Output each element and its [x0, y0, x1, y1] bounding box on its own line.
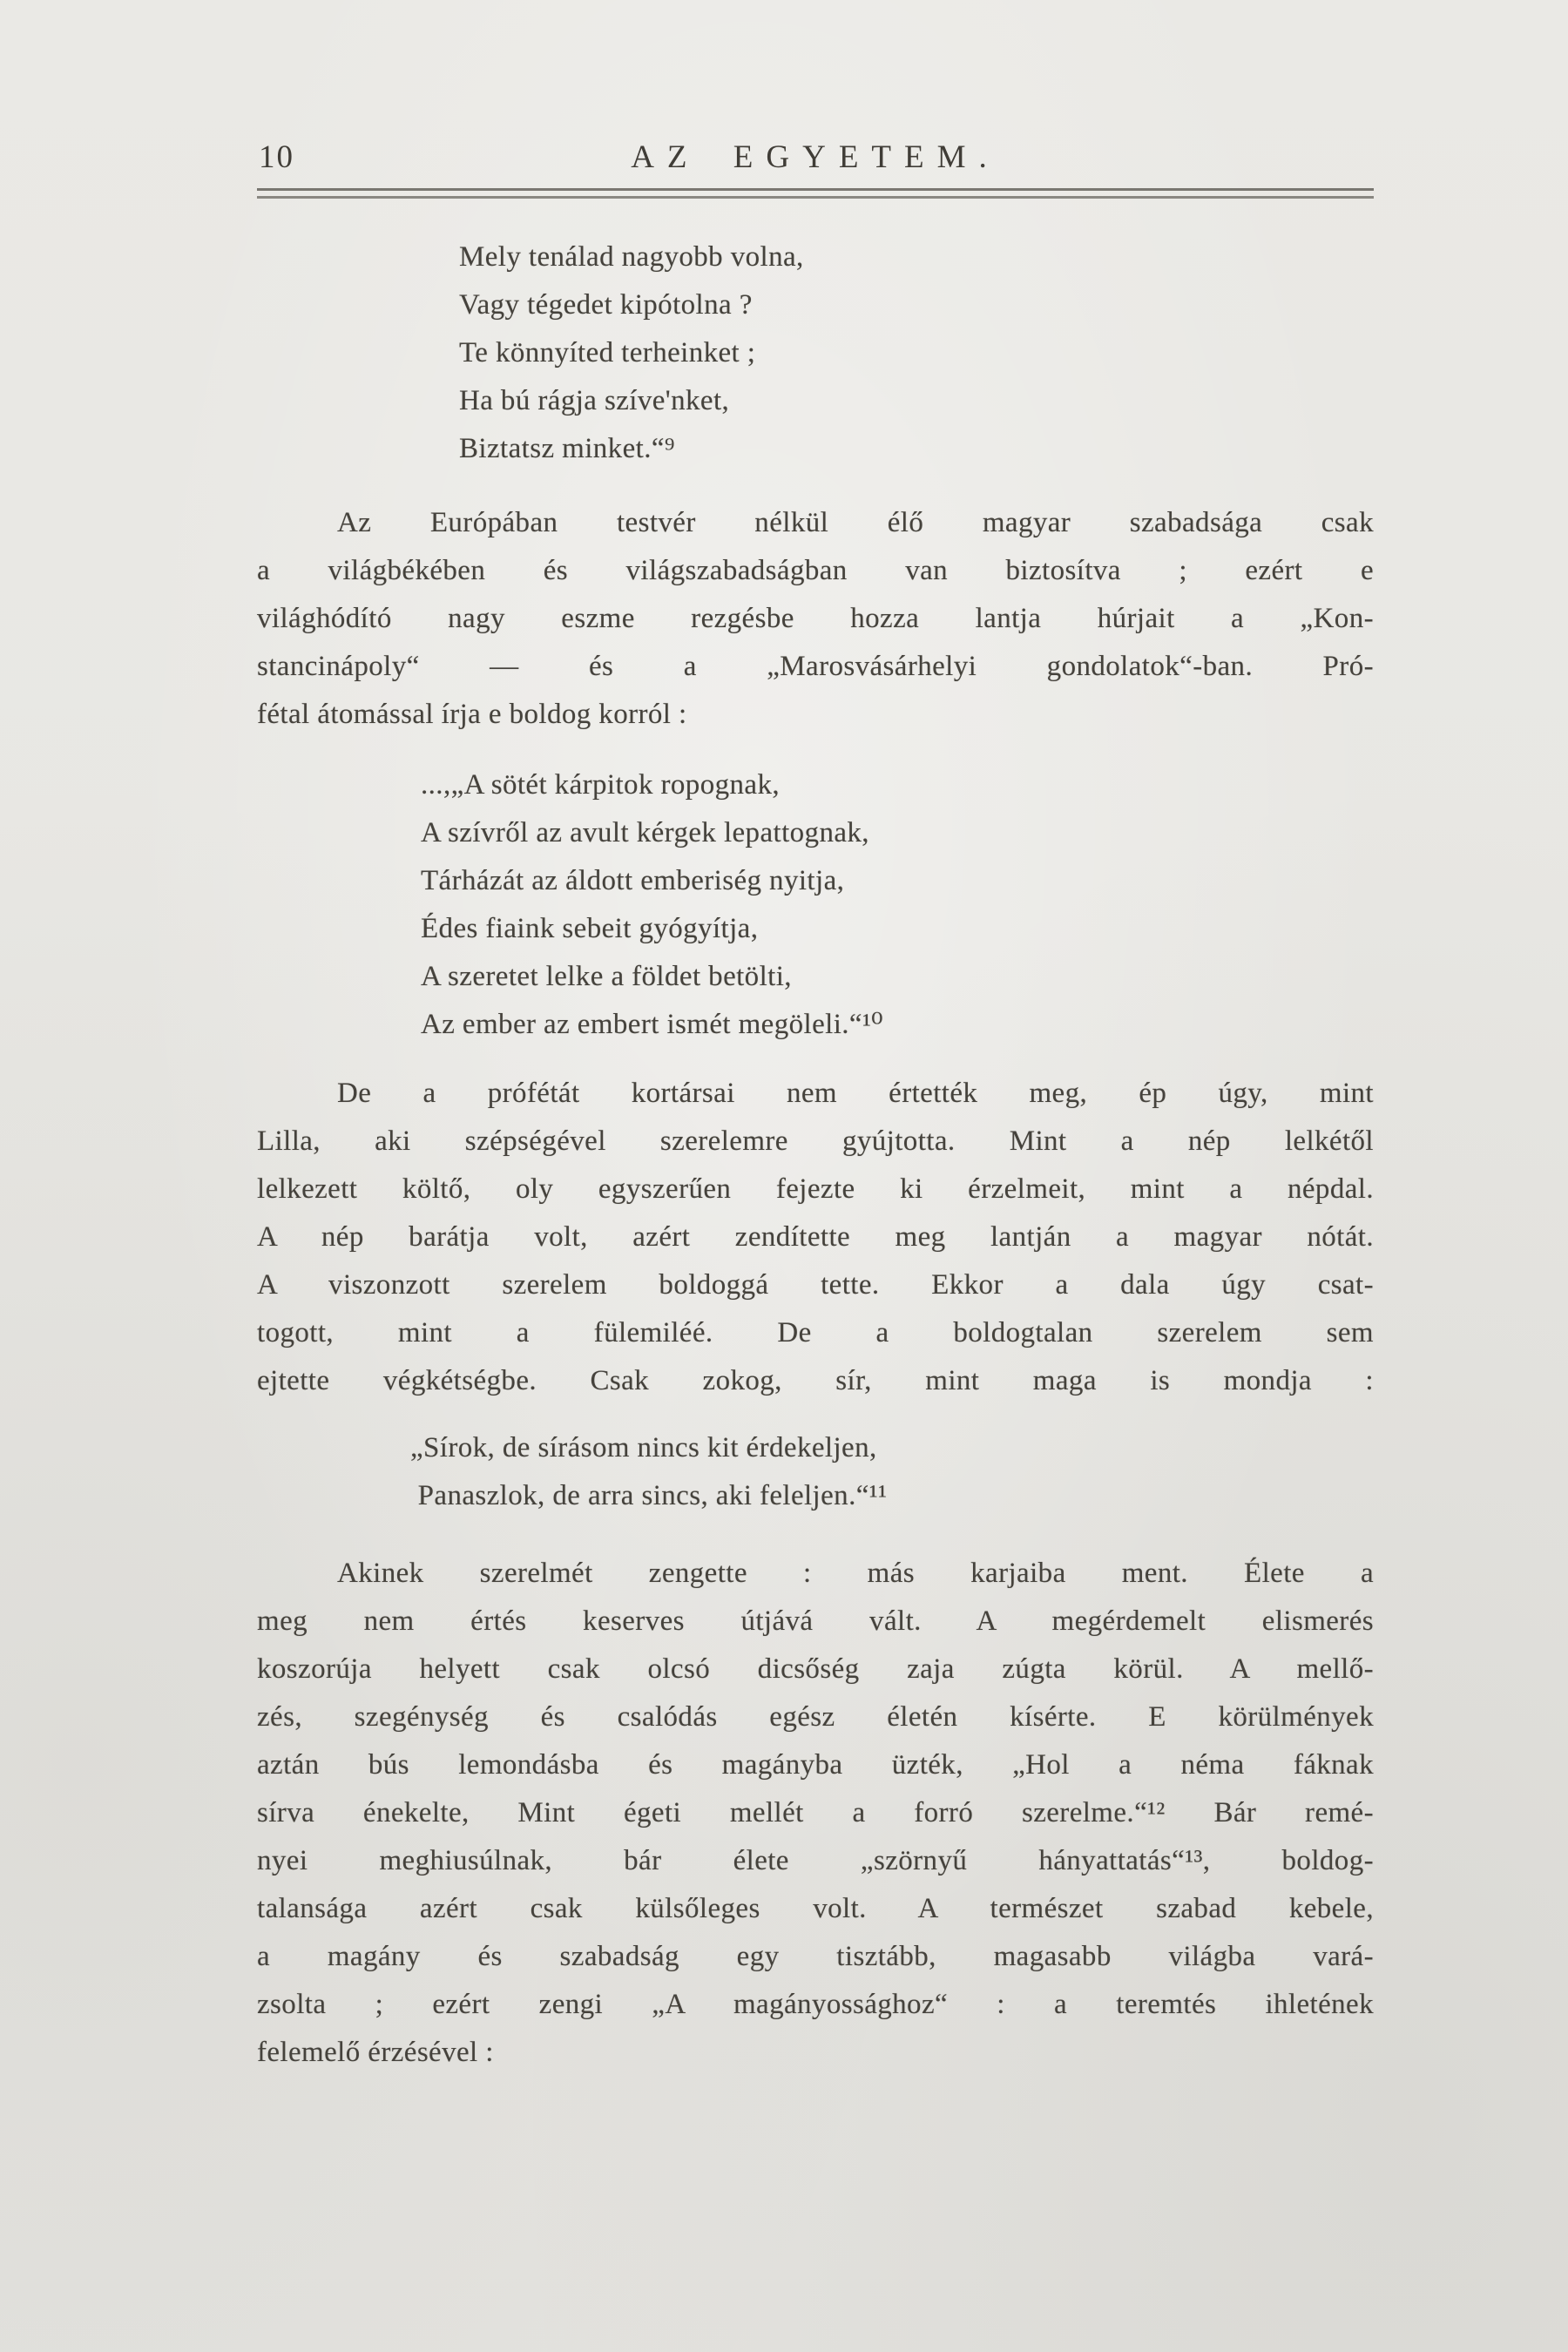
- text-line: Te könnyíted terheinket ;: [459, 337, 756, 368]
- verse-block: [459, 233, 1374, 473]
- text-line: meg nem értés keserves útjává vált. A megérdemelt elismerés: [257, 1605, 1374, 1637]
- text-line: Édes fiaink sebeit gyógyítja,: [421, 913, 759, 944]
- text-line: Biztatsz minket.“⁹: [459, 433, 675, 464]
- text-line: Akinek szerelmét zengette : más karjaiba ment. Élete a: [337, 1558, 1374, 1589]
- text-line: ...,„A sötét kárpitok ropognak,: [421, 769, 780, 801]
- text-line: A szeretet lelke a földet betölti,: [421, 961, 792, 992]
- header-double-rule: [257, 188, 1374, 199]
- text-line: koszorúja helyett csak olcsó dicsőség zaja zúgta körül. A mellő-: [257, 1653, 1374, 1685]
- text-line: Az Európában testvér nélkül élő magyar szabadsága csak: [337, 507, 1374, 538]
- text-line: zsolta ; ezért zengi „A magányossághoz“ : a teremtés ihletének: [257, 1989, 1374, 2020]
- text-line: ejtette végkétségbe. Csak zokog, sír, mint maga is mondja :: [257, 1365, 1374, 1396]
- text-line: A nép barátja volt, azért zendítette meg lantján a magyar nótát.: [257, 1221, 1374, 1253]
- text-line: a világbékében és világszabadságban van biztosítva ; ezért e: [257, 555, 1374, 586]
- text-line: fétal átomással írja e boldog korról :: [257, 699, 687, 730]
- page-number: 10: [259, 139, 294, 175]
- paragraph-block: [257, 1070, 1374, 1405]
- text-line: stancinápoly“ — és a „Marosvásárhelyi gondolatok“-ban. Pró-: [257, 651, 1374, 682]
- page-body: [257, 233, 1374, 2077]
- paragraph-block: [257, 1550, 1374, 2077]
- text-line: lelkezett költő, oly egyszerűen fejezte ki érzelmeit, mint a népdal.: [257, 1173, 1374, 1205]
- text-line: Tárházát az áldott emberiség nyitja,: [421, 865, 845, 896]
- running-title: AZ EGYETEM.: [631, 139, 1000, 175]
- text-line: felemelő érzésével :: [257, 2037, 494, 2068]
- paragraph-block: [257, 499, 1374, 739]
- text-line: De a prófétát kortársai nem értették meg, ép úgy, mint: [337, 1078, 1374, 1109]
- page-header: [257, 132, 1374, 178]
- text-line: világhódító nagy eszme rezgésbe hozza lantja húrjait a „Kon-: [257, 603, 1374, 634]
- text-line: Ha bú rágja szíve'nket,: [459, 385, 730, 416]
- verse-block: [410, 1424, 1374, 1520]
- text-line: Panaszlok, de arra sincs, aki feleljen.“¹¹: [410, 1480, 888, 1511]
- text-line: talansága azért csak külsőleges volt. A természet szabad kebele,: [257, 1893, 1374, 1924]
- text-line: nyei meghiusúlnak, bár élete „szörnyű hányattatás“¹³, boldog-: [257, 1845, 1374, 1876]
- text-block: [257, 132, 1374, 2077]
- text-line: Vagy tégedet kipótolna ?: [459, 289, 753, 321]
- text-line: aztán bús lemondásba és magányba üzték, „Hol a néma fáknak: [257, 1749, 1374, 1781]
- verse-block: [421, 761, 1374, 1049]
- text-line: togott, mint a fülemiléé. De a boldogtalan szerelem sem: [257, 1317, 1374, 1348]
- text-line: sírva énekelte, Mint égeti mellét a forró szerelme.“¹² Bár remé-: [257, 1797, 1374, 1828]
- text-line: A viszonzott szerelem boldoggá tette. Ekkor a dala úgy csat-: [257, 1269, 1374, 1301]
- text-line: zés, szegénység és csalódás egész életén kísérte. E körülmények: [257, 1701, 1374, 1733]
- text-line: Lilla, aki szépségével szerelemre gyújtotta. Mint a nép lelkétől: [257, 1125, 1374, 1157]
- text-line: Mely tenálad nagyobb volna,: [459, 241, 804, 273]
- text-line: Az ember az embert ismét megöleli.“¹⁰: [421, 1009, 883, 1040]
- text-line: a magány és szabadság egy tisztább, magasabb világba vará-: [257, 1941, 1374, 1972]
- text-line: A szívről az avult kérgek lepattognak,: [421, 817, 869, 848]
- text-line: „Sírok, de sírásom nincs kit érdekeljen,: [410, 1432, 877, 1463]
